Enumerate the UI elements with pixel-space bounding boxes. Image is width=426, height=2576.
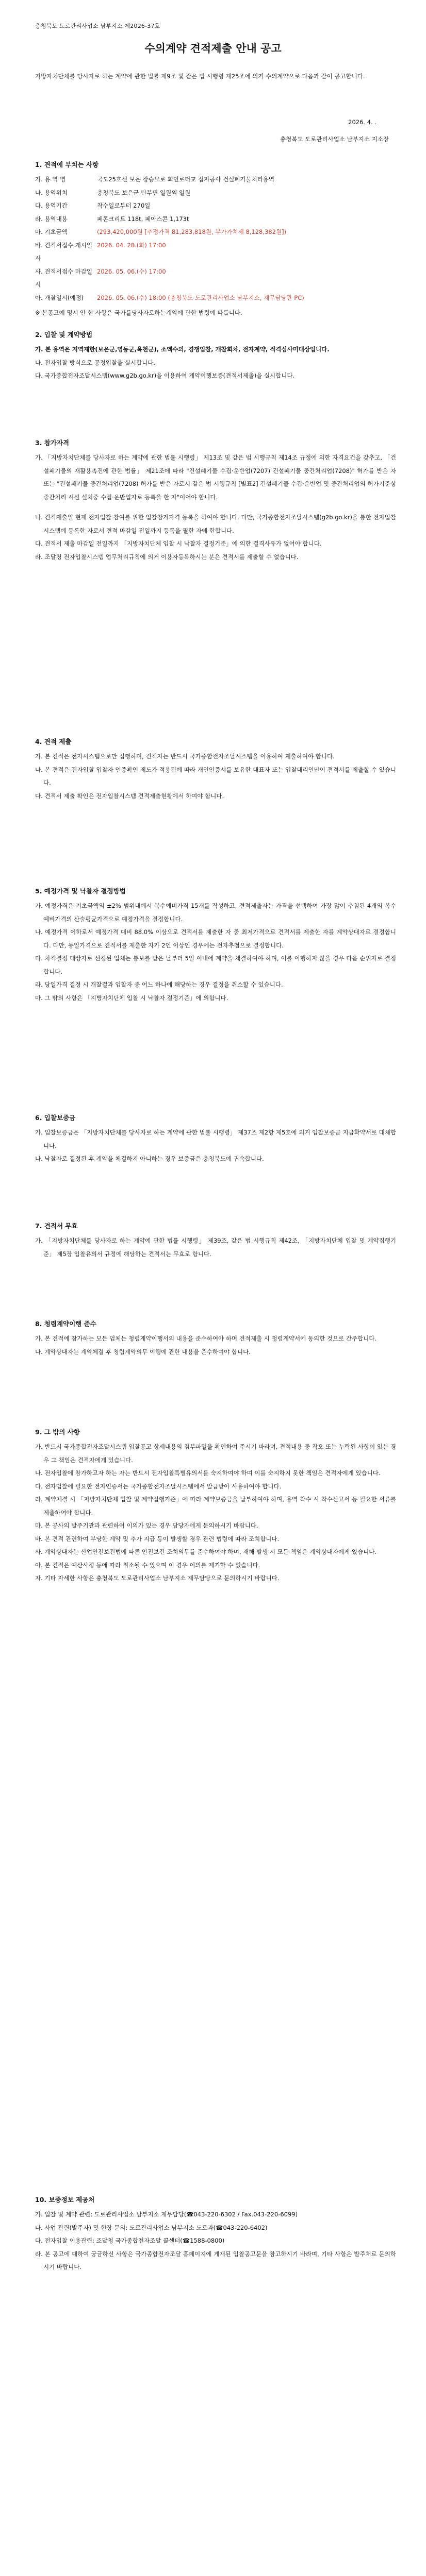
list-item: 라. 본 공고에 대하여 궁금하신 사항은 국가종합전자조달 홈페이지에 게재된 입찰공고문을 참고하시기 바라며, 기타 사항은 발주처로 문의하시기 바랍니다.	[35, 2250, 396, 2270]
notice-date: 2026. 4. .	[348, 118, 376, 126]
list-item: 나. 예정가격 이하로서 예정가격 대비 88.0% 이상으로 견적서를 제출한 자 중 최저가격으로 견적서를 제출한 자를 계약상대자로 결정합니다. 다만, 동일가격으로 견적서를 제출한 자가 2인 이상인 경우에는 전자추첨으로 결정합니다.	[35, 928, 396, 949]
section-title: 6. 입찰보증금	[35, 1114, 76, 1122]
list-item: 라. 당일가격 결정 시 개찰결과 입찰자 중 어느 하나에 해당하는 경우 결정을 취소할 수 있습니다.	[35, 981, 283, 988]
list-item: 마. 그 밖의 사항은 「지방자치단체 입찰 시 낙찰자 결정기준」에 의합니다.	[35, 994, 228, 1002]
section-3	[35, 438, 396, 564]
section-title: 7. 견적서 무효	[35, 1222, 78, 1230]
section-title: 5. 예정가격 및 낙찰자 결정방법	[35, 887, 126, 895]
info-row: 아. 개찰일시(예정) 2026. 05. 06.(수) 18:00 (충청북도 도로관리사업소 남부지소, 재무담당관 PC)	[35, 294, 304, 301]
list-item: 가. 입찰 및 계약 관련: 도로관리사업소 남부지소 재무담당(☎043-220-6302 / Fax.043-220-6099)	[35, 2211, 298, 2218]
section-title: 3. 참가자격	[35, 439, 70, 447]
list-item: 바. 본 견적 관련하여 부당한 계약 및 추가 지급 등이 발생할 경우 관련 법령에 따라 조치합니다.	[35, 1535, 280, 1543]
list-item: 가. 본 견적에 참가하는 모든 업체는 청렴계약이행서의 내용을 준수하여야 하며 견적제출 시 청렴계약서에 동의한 것으로 간주합니다.	[35, 1335, 377, 1342]
section-8	[35, 1319, 396, 1359]
info-row: 사. 견적서접수 마감일시 2026. 05. 06.(수) 17:00	[35, 267, 166, 288]
info-row: 마. 기초금액 (293,420,000원 [추정가격 81,283,818원, 부가가치세 8,128,382원])	[35, 228, 287, 235]
list-item: 가. 「지방자치단체를 당사자로 하는 계약에 관한 법률 시행령」 제13조 및 같은 법 시행규칙 제14조 규정에 의한 자격요건을 갖추고, 「건설폐기물의 재활용촉진에 관한 법률」 제21조에 따라 "건설폐기물 수집·운반업(7207) 건설폐기물 중간처리업(7208)" 허가를 받은 자 또는 "건설폐기물 중간처리업(7208) 허가를 받은 자로서 같은 법 시행규칙 [별표2] 건설폐기물 수집·운반업 및 중간처리업의 허가기준상 중간처리 시설 설치중 수집·운반업자로 등록을 한 자"이어야 합니다.	[35, 454, 396, 501]
list-item: 가. 입찰보증금은 「지방자치단체를 당사자로 하는 계약에 관한 법률 시행령」 제37조 제2항 제5호에 의거 입찰보증금 지급확약서로 대체합니다.	[35, 1129, 396, 1149]
list-item: 가. 본 견적은 전자시스템으로만 집행하며, 견적자는 반드시 국가종합전자조달시스템을 이용하여 제출하여야 합니다.	[35, 753, 335, 760]
section-6	[35, 1113, 396, 1166]
list-item: 다. 차적결정 대상자로 선정된 업체는 통보를 받은 날부터 5일 이내에 계약을 체결하여야 하며, 이를 이행하지 않을 경우 다음 순위자로 결정합니다.	[35, 955, 396, 975]
list-item: 가. 「지방자치단체를 당사자로 하는 계약에 관한 법률 시행령」 제39조, 같은 법 시행규칙 제42조, 「지방자치단체 입찰 및 계약집행기준」 제5장 입찰유의서 규정에 해당하는 견적서는 무효로 합니다.	[35, 1237, 396, 1258]
list-item: 아. 본 견적은 예산사정 등에 따라 취소될 수 있으며 이 경우 이의를 제기할 수 없습니다.	[35, 1561, 260, 1569]
list-item: 나. 본 견적은 전자입찰 입찰자 인증확인 제도가 적용됨에 따라 개인인증서를 보유한 대표자 또는 입찰대리인만이 견적서를 제출할 수 있습니다.	[35, 766, 396, 786]
section-title: 1. 견적에 부치는 사항	[35, 161, 99, 168]
section-note: ※ 본공고에 명시 안 한 사항은 국가를당사자로하는계약에 관한 법령에 따릅니다.	[35, 309, 242, 316]
section-5	[35, 886, 396, 1005]
list-item: 사. 계약상대자는 산업안전보건법에 따른 안전보건 조치의무를 준수하여야 하며, 재해 발생 시 모든 책임은 계약상대자에게 있습니다.	[35, 1548, 377, 1555]
section-10	[35, 2195, 396, 2274]
list-item: 나. 사업 관련(발주자) 및 현장 문의: 도로관리사업소 남부지소 도로과(☎043-220-6402)	[35, 2224, 268, 2231]
section-title: 9. 그 밖의 사항	[35, 1428, 80, 1436]
info-row: 바. 견적서접수 개시일시 2026. 04. 28.(화) 17:00	[35, 241, 166, 262]
list-item: 나. 계약상대자는 계약체결 후 청렴계약의무 이행에 관한 내용을 준수하여야 합니다.	[35, 1348, 251, 1355]
list-item: 나. 견적제출일 현재 전자입찰 참여를 위한 입찰참가자격 등록을 하여야 합니다. 다만, 국가종합전자조달시스템(g2b.go.kr)을 통한 전자입찰시스템에 등록한 자로서 견적 마감일 전일까지 등록을 필한 자에 한합니다.	[35, 514, 396, 534]
info-row: 나. 용역위치 충청북도 보은군 탄부면 일원외 일원	[35, 189, 191, 196]
info-row: 가. 용 역 명 국도25호선 보은 장승모로 회인로터교 접지공사 건설폐기물처리용역	[35, 176, 274, 183]
section-4	[35, 737, 396, 803]
list-item: 다. 전자입찰에 필요한 전자인증서는 국가종합전자조달시스템에서 발급받아 사용하여야 합니다.	[35, 1482, 282, 1490]
list-item: 나. 전자입찰에 참가하고자 하는 자는 반드시 전자입찰특별유의서를 숙지하여야 하며 이를 숙지하지 못한 책임은 견적자에게 있습니다.	[35, 1469, 381, 1477]
list-item: 다. 견적서 제출 마감일 전일까지 「지방자치단체 입찰 시 낙찰자 결정기준」에 의한 결격사유가 없어야 합니다.	[35, 540, 322, 547]
list-item: 가. 본 용역은 지역제한(보은군,영동군,옥천군), 소액수의, 경쟁입찰, 개찰회차, 전자계약, 적격심사미대상입니다.	[35, 346, 330, 353]
notice-signer: 충청북도 도로관리사업소 남부지소 지소장	[280, 135, 389, 143]
list-item: 자. 기타 자세한 사항은 충청북도 도로관리사업소 남부지소 재무담당으로 문의하시기 바랍니다.	[35, 1574, 280, 1582]
section-title: 2. 입찰 및 계약방법	[35, 331, 93, 338]
info-row: 다. 용역기간 착수일로부터 270일	[35, 202, 151, 209]
section-2	[35, 330, 396, 383]
section-title: 10. 보증정보 제공처	[35, 2196, 95, 2204]
info-row: 라. 용역내용 폐콘크리트 118t, 폐아스콘 1,173t	[35, 215, 189, 223]
section-title: 8. 청렴계약이행 준수	[35, 1320, 96, 1328]
list-item: 라. 조달청 전자입찰시스템 업무처리규칙에 의거 이용자등록하시는 분은 견적서를 제출할 수 없습니다.	[35, 553, 299, 561]
section-7	[35, 1221, 396, 1261]
list-item: 마. 본 공사의 발주기관과 관련하여 이의가 있는 경우 담당자에게 문의하시기 바랍니다.	[35, 1522, 258, 1529]
list-item: 다. 전자입찰 이용관련: 조달청 국가종합전자조달 콜센터(☎1588-0800)	[35, 2237, 225, 2244]
list-item: 가. 예정가격은 기초금액의 ±2% 범위내에서 복수예비가격 15개를 작성하고, 견적제출자는 가격을 선택하여 가장 많이 추첨된 4개의 복수예비가격의 산술평균가격으로 예정가격을 결정합니다.	[35, 902, 396, 923]
list-item: 가. 반드시 국가종합전자조달시스템 입찰공고 상세내용의 첨부파일을 확인하여 주시기 바라며, 견적내용 중 착오 또는 누락된 사항이 있는 경우 그 책임은 견적자에게 있습니다.	[35, 1443, 396, 1464]
list-item: 다. 견적서 제출 확인은 전자입찰시스템 견적제출현황에서 하여야 합니다.	[35, 792, 224, 800]
section-9	[35, 1427, 396, 1585]
list-item: 나. 전자입찰 방식으로 공정입찰을 실시합니다.	[35, 359, 156, 366]
section-1	[35, 160, 396, 320]
section-title: 4. 견적 제출	[35, 738, 72, 745]
list-item: 다. 국가종합전자조달시스템(www.g2b.go.kr)을 이용하여 계약이행보증(견적서제출)을 실시합니다.	[35, 372, 295, 379]
document-number: 충청북도 도로관리사업소 남부지소 제2026-37호	[35, 23, 160, 29]
page-title: 수의계약 견적제출 안내 공고	[144, 42, 282, 55]
list-item: 라. 계약체결 시 「지방자치단체 입찰 및 계약집행기준」에 따라 계약보증금을 납부하여야 하며, 용역 착수 시 착수신고서 등 필요한 서류를 제출하여야 합니다.	[35, 1496, 396, 1516]
list-item: 나. 낙찰자로 결정된 후 계약을 체결하지 아니하는 경우 보증금은 충청북도에 귀속합니다.	[35, 1155, 264, 1162]
intro-paragraph: 지방자치단체를 당사자로 하는 계약에 관한 법률 제9조 및 같은 법 시행령 제25조에 의거 수의계약으로 다음과 같이 공고합니다.	[35, 73, 365, 80]
